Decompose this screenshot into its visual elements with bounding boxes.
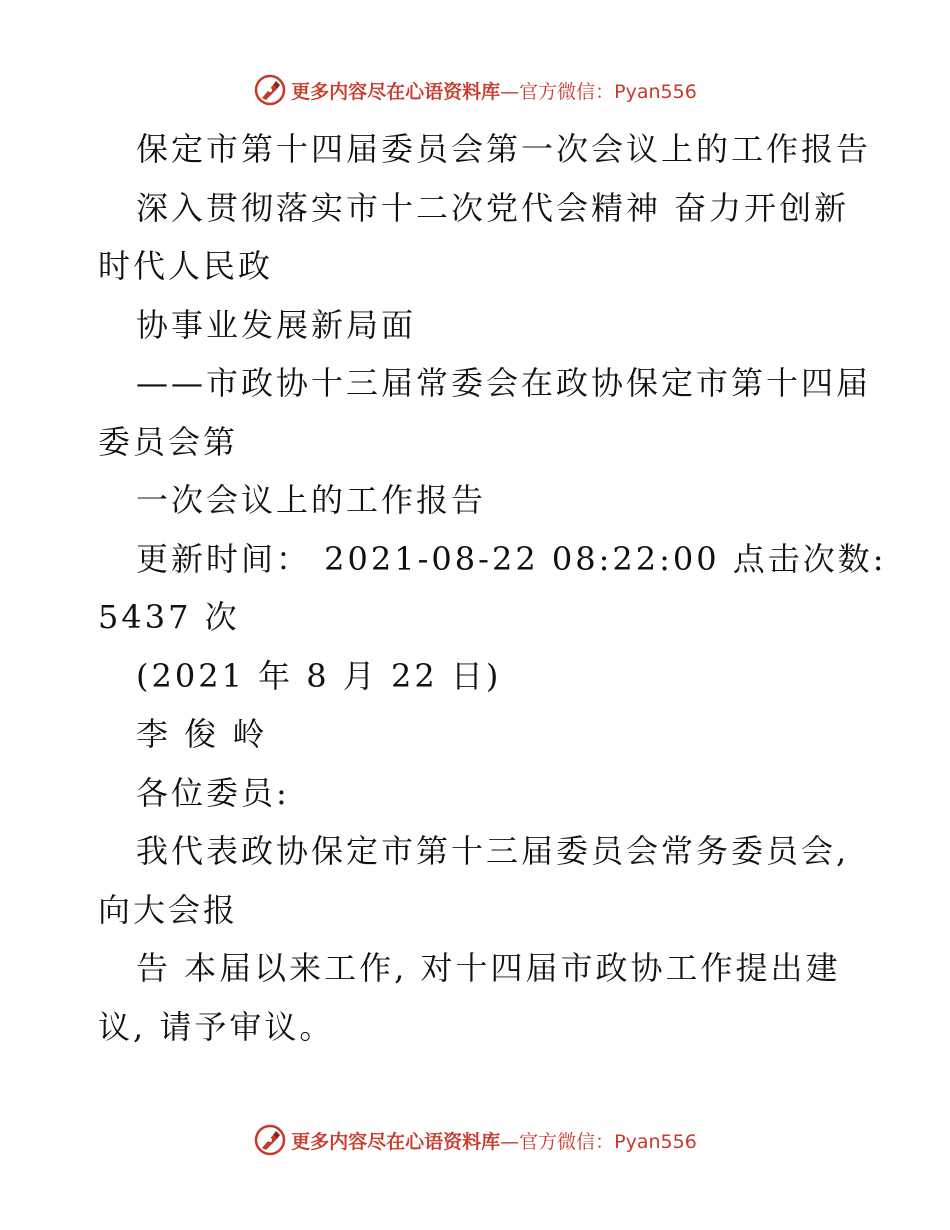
doc-subtitle-line-3: 协事业发展新局面 — [136, 305, 417, 344]
watermark-dash: — — [500, 1130, 520, 1153]
doc-author-line: 李 俊 岭 — [136, 715, 268, 753]
doc-salutation-line: 各位委员: — [136, 773, 290, 812]
watermark-dash: — — [500, 80, 520, 103]
watermark-tail-text: 官方微信：Pyan556 — [519, 80, 697, 103]
pen-logo-icon — [253, 73, 287, 107]
doc-subtitle-line-2: 时代人民政 — [98, 247, 274, 285]
doc-meta-line: 更新时间： 2021-08-22 08:22:00 点击次数: — [136, 539, 887, 578]
watermark-text — [291, 1127, 697, 1154]
doc-byline-line-1: ——市政协十三届常委会在政协保定市第十四届 — [136, 364, 872, 402]
doc-title-line: 保定市第十四届委员会第一次会议上的工作报告 — [136, 130, 872, 168]
watermark-text — [291, 77, 697, 104]
header-watermark — [0, 70, 950, 110]
doc-byline-line-2: 委员会第 — [98, 422, 239, 461]
doc-paragraph-line-3: 告 本届以来工作, 对十四届市政协工作提出建 — [136, 949, 841, 987]
watermark-tail-text: 官方微信：Pyan556 — [519, 1130, 697, 1153]
doc-click-count-line: 5437 次 — [98, 598, 240, 636]
doc-subtitle-line-1: 深入贯彻落实市十二次党代会精神 奋力开创新 — [136, 188, 850, 227]
doc-date-line: (2021 年 8 月 22 日) — [136, 656, 502, 695]
document-body — [98, 120, 887, 1056]
doc-paragraph-line-2: 向大会报 — [98, 890, 239, 929]
doc-paragraph-line-4: 议, 请予审议。 — [98, 1007, 335, 1046]
pen-logo-icon — [253, 1123, 287, 1157]
doc-paragraph-line-1: 我代表政协保定市第十三届委员会常务委员会, — [136, 832, 850, 870]
watermark-main-text: 更多内容尽在心语资料库 — [291, 1130, 501, 1153]
watermark-main-text: 更多内容尽在心语资料库 — [291, 80, 501, 103]
doc-byline-line-3: 一次会议上的工作报告 — [136, 481, 487, 519]
footer-watermark — [0, 1120, 950, 1160]
